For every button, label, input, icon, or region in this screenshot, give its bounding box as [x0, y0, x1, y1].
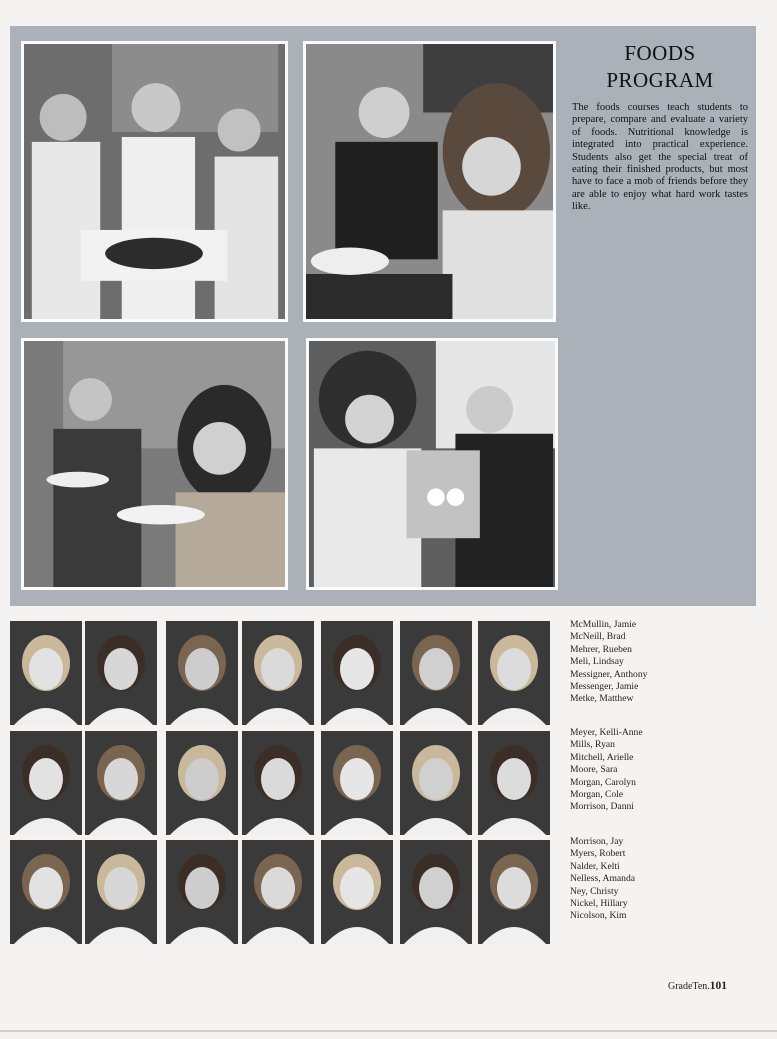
student-portrait	[10, 731, 82, 835]
section-caption: The foods courses teach students to prepare, compare and evaluate a variety of foods. Nutritional knowledge is integrated into practical experience. Students also get the special treat of eating their finished products, but most have to face a mob of friends before they are able to enjoy what hard work tastes like.	[572, 102, 748, 213]
student-portrait	[242, 731, 314, 835]
name-entry: Nickel, Hillary	[570, 898, 628, 910]
name-list-row-1	[570, 619, 647, 706]
name-entry: Morrison, Jay	[570, 836, 624, 847]
student-portrait	[321, 731, 393, 835]
student-portrait	[478, 621, 550, 725]
name-list-row-2	[570, 727, 643, 814]
photo-students-holding-plates	[21, 338, 288, 590]
page-folio	[668, 980, 727, 992]
photo-three-students-aprons-tray	[21, 41, 288, 322]
student-portrait	[478, 731, 550, 835]
student-portrait	[85, 621, 157, 725]
photo-two-girls-tasting	[303, 41, 556, 322]
name-entry: Mills, Ryan	[570, 739, 615, 751]
section-title	[570, 40, 750, 94]
student-portrait	[321, 840, 393, 944]
name-entry: Metke, Matthew	[570, 693, 634, 705]
name-entry: Messigner, Anthony	[570, 668, 648, 680]
student-portrait	[242, 840, 314, 944]
student-portrait	[400, 731, 472, 835]
student-portrait	[166, 621, 238, 725]
name-list-row-3	[570, 836, 635, 923]
name-entry: Moore, Sara	[570, 764, 618, 776]
name-entry: Morgan, Cole	[570, 789, 624, 801]
student-portrait	[10, 840, 82, 944]
name-entry: Meli, Lindsay	[570, 656, 624, 668]
name-entry: McMullin, Jamie	[570, 619, 637, 630]
name-entry: McNeill, Brad	[570, 631, 626, 643]
student-portrait	[85, 731, 157, 835]
name-entry: Nicolson, Kim	[570, 910, 627, 922]
name-entry: Messenger, Jamie	[570, 681, 639, 693]
name-entry: Myers, Robert	[570, 848, 626, 860]
name-entry: Morrison, Danni	[570, 801, 634, 813]
student-portrait	[242, 621, 314, 725]
folio-label: GradeTen.	[668, 981, 710, 992]
student-portrait	[400, 621, 472, 725]
photo-two-girls-gingerbread	[306, 338, 558, 590]
page-number: 101	[709, 980, 728, 992]
section-title-line2: PROGRAM	[606, 68, 714, 92]
name-entry: Meyer, Kelli-Anne	[570, 727, 643, 738]
name-entry: Nelless, Amanda	[570, 873, 636, 885]
student-portrait	[478, 840, 550, 944]
student-portrait	[321, 621, 393, 725]
student-portrait	[10, 621, 82, 725]
name-entry: Mehrer, Rueben	[570, 643, 632, 655]
name-entry: Morgan, Carolyn	[570, 776, 636, 788]
student-portrait	[400, 840, 472, 944]
student-portrait	[85, 840, 157, 944]
name-entry: Mitchell, Arielle	[570, 751, 634, 763]
student-portrait	[166, 731, 238, 835]
page-edge-line	[0, 1030, 777, 1032]
student-portrait	[166, 840, 238, 944]
name-entry: Ney, Christy	[570, 885, 619, 897]
section-title-line1: FOODS	[624, 41, 696, 65]
name-entry: Nalder, Kelti	[570, 860, 620, 872]
